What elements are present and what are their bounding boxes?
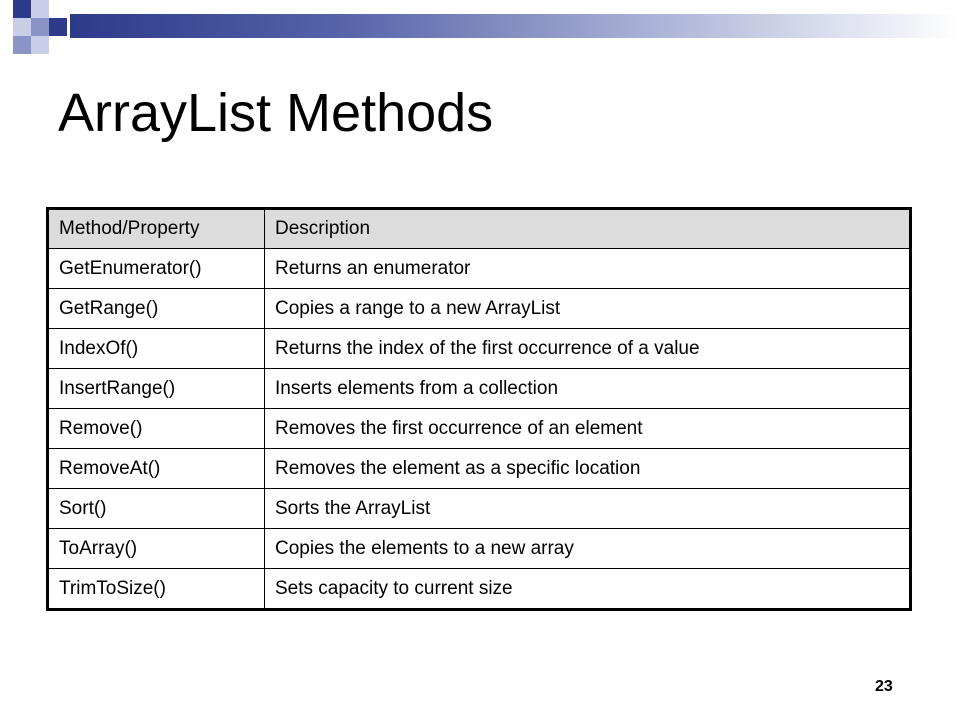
table-row [48, 369, 911, 409]
table-row [48, 529, 911, 569]
decorative-square [13, 18, 31, 36]
decorative-square [31, 0, 49, 18]
table-row [48, 489, 911, 529]
decorative-square [13, 36, 31, 54]
table-row [48, 289, 911, 329]
description-cell: Copies a range to a new ArrayList [265, 289, 911, 329]
description-cell: Removes the first occurrence of an element [265, 409, 911, 449]
method-cell: Sort() [48, 489, 265, 529]
method-cell: TrimToSize() [48, 569, 265, 610]
table-row [48, 409, 911, 449]
method-cell: InsertRange() [48, 369, 265, 409]
decorative-square [31, 18, 49, 36]
method-cell: GetRange() [48, 289, 265, 329]
description-cell: Sorts the ArrayList [265, 489, 911, 529]
methods-table [46, 207, 912, 611]
table-row [48, 329, 911, 369]
decorative-square [31, 36, 49, 54]
method-cell: GetEnumerator() [48, 249, 265, 289]
method-cell: IndexOf() [48, 329, 265, 369]
column-header-method: Method/Property [48, 209, 265, 249]
table-row [48, 249, 911, 289]
method-cell: RemoveAt() [48, 449, 265, 489]
description-cell: Returns the index of the first occurrence of a value [265, 329, 911, 369]
description-cell: Copies the elements to a new array [265, 529, 911, 569]
description-cell: Sets capacity to current size [265, 569, 911, 610]
description-cell: Inserts elements from a collection [265, 369, 911, 409]
slide-title: ArrayList Methods [58, 83, 494, 143]
description-cell: Returns an enumerator [265, 249, 911, 289]
header-gradient-bar [70, 14, 960, 38]
table-row [48, 569, 911, 610]
column-header-description: Description [265, 209, 911, 249]
decorative-square [49, 18, 67, 36]
decorative-square [13, 0, 31, 18]
table-header-row [48, 209, 911, 249]
method-cell: ToArray() [48, 529, 265, 569]
table-row [48, 449, 911, 489]
method-cell: Remove() [48, 409, 265, 449]
description-cell: Removes the element as a specific location [265, 449, 911, 489]
page-number: 23 [875, 678, 893, 695]
